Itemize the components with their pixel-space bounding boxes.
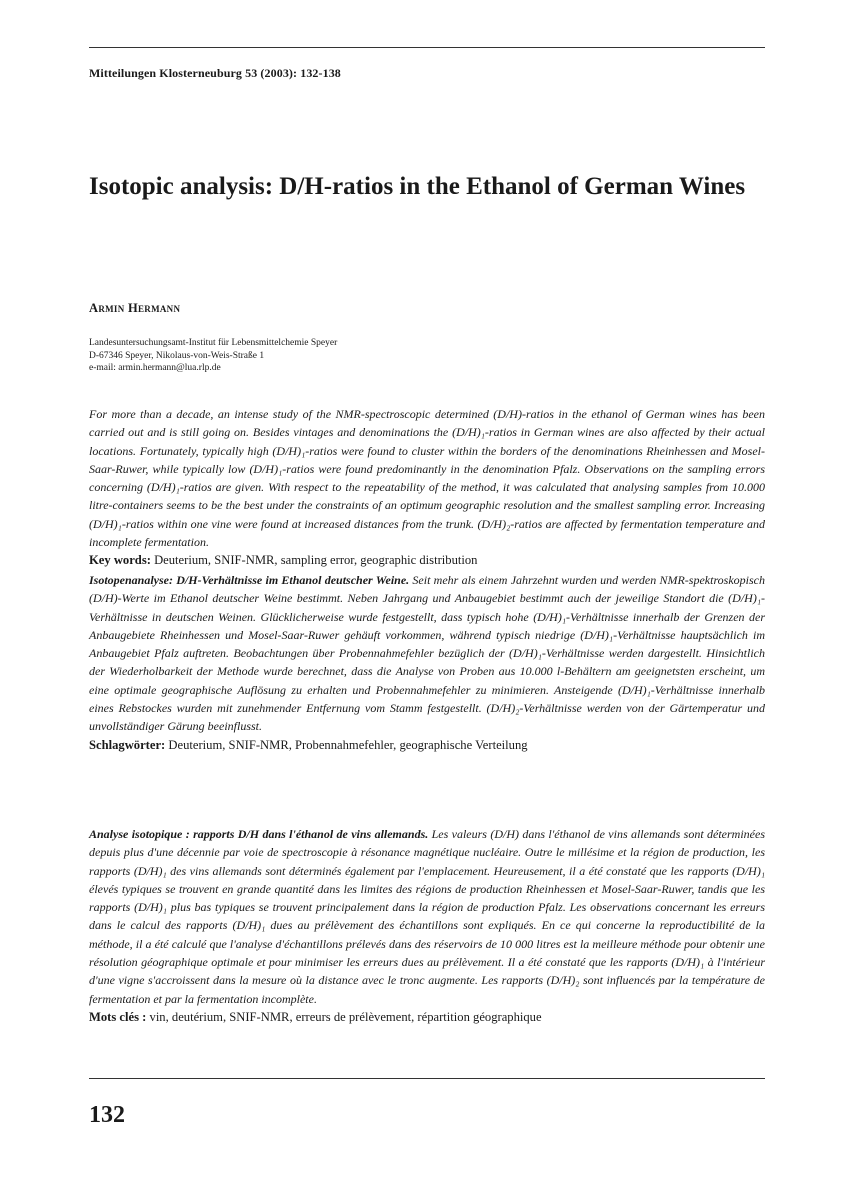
keywords-french [89,1008,765,1026]
abstract-german-title: Isotopenanalyse: D/H-Verhältnisse im Ethanol deutscher Weine. [89,573,410,587]
abstract-german [89,571,765,754]
affiliation-block [89,337,337,375]
keywords-german-values: Deuterium, SNIF-NMR, Probennahmefehler, geographische Verteilung [168,737,528,752]
top-rule [89,47,765,48]
bottom-rule [89,1078,765,1079]
abstract-french-paragraph [89,825,765,1008]
keywords-french-values: vin, deutérium, SNIF-NMR, erreurs de prélèvement, répartition géographique [149,1009,542,1024]
affiliation-address: D-67346 Speyer, Nikolaus-von-Weis-Straße 1 [89,350,265,361]
keywords-german-label: Schlagwörter: [89,737,166,752]
abstract-french [89,825,765,1026]
keywords-german [89,736,765,754]
abstract-german-text: Seit mehr als einem Jahrzehnt wurden und werden NMR-spektroskopisch (D/H)-Werte im Ethanol deutscher Weine bestimmt. Neben Jahrgang und Anbaugebiet bestimmt auch der jeweilige Standort die (D/H)₁-Verhältnisse in deutschen Weinen. Glücklicherweise wurde festgestellt, dass typisch hohe (D/H)₁-Verhältnisse innerhalb der Grenzen der Anbaugebiete Rheinhessen und Mosel-Saar-Ruwer gehäuft vorkommen, während typisch niedrige (D/H)₁-Verhältnisse hauptsächlich im Anbaugebiet Pfalz auftreten. Beobachtungen über Probennahmefehler bezüglich der (D/H)₁-Verhältnisse werden dargestellt. Hinsichtlich der Wiederholbarkeit der Methode wurde berechnet, dass die Analyse von Proben aus 10.000 l-Behältern am geeignetsten erscheint, um eine optimale geographische Auflösung zu erhalten und Probennahmefehler zu minimieren. Ansteigende (D/H)₁-Verhältnisse innerhalb eines Rebstockes wurden mit zunehmender Entfernung vom Stamm festgestellt. (D/H)₂-Verhältnisse werden von der Gärtemperatur und unvollständiger Gärung beeinflusst. [89,573,766,734]
abstract-french-title: Analyse isotopique : rapports D/H dans l'éthanol de vins allemands. [89,827,429,841]
keywords-english-values: Deuterium, SNIF-NMR, sampling error, geographic distribution [154,553,478,568]
keywords-english [89,551,765,569]
affiliation-institute: Landesuntersuchungsamt-Institut für Lebensmittelchemie Speyer [89,338,338,348]
author-name: Armin Hermann [89,301,181,315]
keywords-english-label: Key words: [89,553,151,568]
abstract-english [89,405,765,569]
affiliation-email: e-mail: armin.hermann@lua.rlp.de [89,363,221,373]
abstract-german-paragraph [89,571,765,736]
abstract-english-text: For more than a decade, an intense study of the NMR-spectroscopic determined (D/H)-ratios in the ethanol of German wines has been carried out and is still going on. Besides vintages and denominations the (D/H)₁-ratios in German wines are also affected by their actual locations. Fortunately, typically high (D/H)₁-ratios were found to cluster within the borders of the denominations Rheinhessen and Mosel-Saar-Ruwer, while typically low (D/H)₁-ratios were found predominantly in the denomination Pfalz. Observations on the sampling errors concerning (D/H)₁-ratios are given. With respect to the repeatability of the method, it was calculated that analysing samples from 10.000 litre-containers seems to be the best under the constraints of an optimum geographic resolution and the smallest sampling error. Increasing (D/H)₁-ratios within one vine were found at increased distances from the trunk. (D/H)₂-ratios are affected by fermentation temperature and incomplete fermentation. [89,407,765,550]
journal-citation: Mitteilungen Klosterneuburg 53 (2003): 132-138 [89,66,341,80]
keywords-french-label: Mots clés : [89,1009,147,1024]
page-number: 132 [89,1102,125,1128]
abstract-french-text: Les valeurs (D/H) dans l'éthanol de vins allemands sont déterminées depuis plus d'une décennie par voie de spectroscopie à résonance magnétique nucléaire. Outre le millésime et la région de production, les rapports (D/H)₁ des vins allemands sont déterminés également par l'emplacement. Heureusement, il a été constaté que les rapports (D/H)₁ élevés typiques se trouvent en grande quantité dans les limites des régions de production Rheinhessen et Mosel-Saar-Ruwer, tandis que les rapports (D/H)₁ plus bas typiques se trouvent principalement dans la région de production Pfalz. Les observations concernant les erreurs dans le calcul des rapports (D/H)₁ dues au prélèvement des échantillons sont expliqués. En ce qui concerne la reproductibilité de la méthode, il a été calculé que l'analyse d'échantillons prélevés dans des réservoirs de 10 000 litres est la meilleure méthode pour obtenir une résolution géographique optimale et pour minimiser les erreurs dues au prélèvement. Il a été constaté que les rapports (D/H)₁ à l'intérieur d'une vigne s'accroissent dans la mesure où la distance avec le tronc augmente. Les rapports (D/H)₂ sont influencés par la température de fermentation et par la fermentation incomplète. [89,827,766,1006]
article-title: Isotopic analysis: D/H-ratios in the Ethanol of German Wines [89,173,746,200]
